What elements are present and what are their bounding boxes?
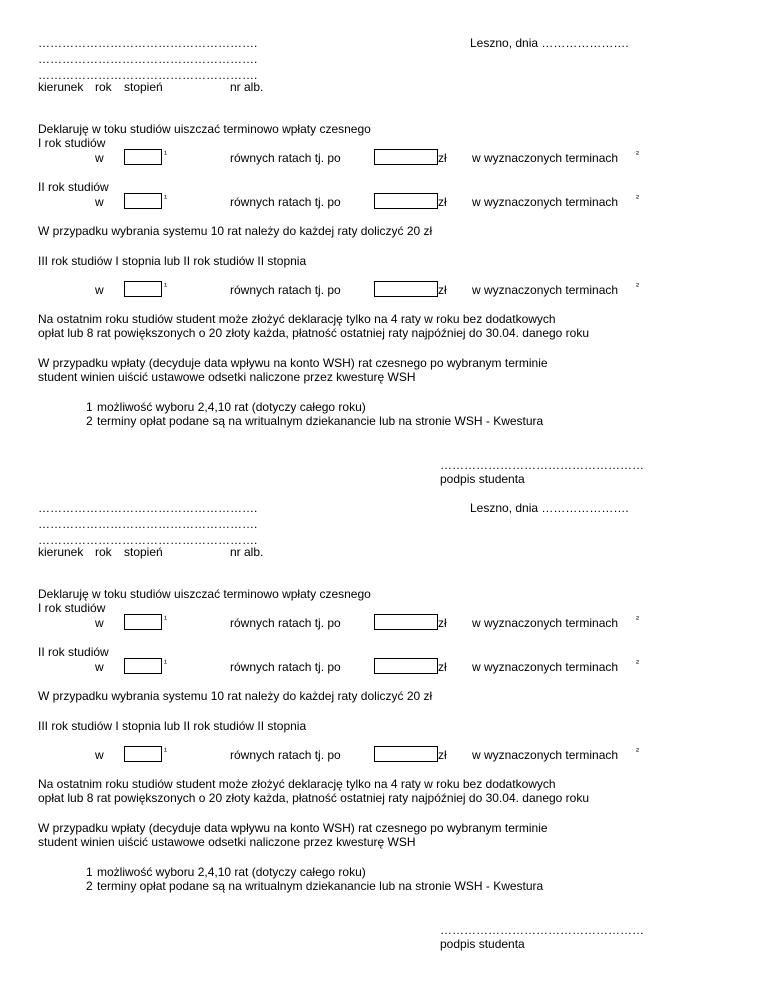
row-w-label: w — [95, 195, 104, 209]
installments-count-box[interactable] — [124, 281, 162, 297]
header-dots-line-1: ………………………………………………. — [38, 36, 258, 50]
city-date: Leszno, dnia …………………. — [470, 36, 629, 50]
row-ratach-label: równych ratach tj. po — [230, 195, 341, 209]
footnote-2-text: terminy opłat podane są na writualnym dziekanancie lub na stronie WSH - Kwestura — [97, 414, 544, 428]
row-heading-second-year: II rok studiów — [38, 645, 109, 659]
signature-label: podpis studenta — [440, 472, 525, 486]
footnote-1-text: możliwość wyboru 2,4,10 rat (dotyczy całego roku) — [97, 400, 366, 414]
header-dots-line-2: ………………………………………………. — [38, 517, 258, 531]
footnote-1-number: 1 — [86, 400, 93, 414]
row-currency-label: zł — [438, 748, 447, 762]
installments-count-box[interactable] — [124, 658, 162, 674]
footnote-2-text: terminy opłat podane są na writualnym dziekanancie lub na stronie WSH - Kwestura — [97, 879, 544, 893]
last-year-note-line-1: Na ostatnim roku studiów student może złożyć deklarację tylko na 4 raty w roku bez dodatkowych — [38, 777, 556, 791]
row-terminach-label: w wyznaczonych terminach — [472, 283, 619, 297]
row-currency-label: zł — [438, 616, 447, 630]
header-dots-line-1: ………………………………………………. — [38, 501, 258, 515]
footnote-2-marker: ² — [636, 193, 639, 203]
row-w-label: w — [95, 283, 104, 297]
installments-count-box[interactable] — [124, 193, 162, 209]
row-w-label: w — [95, 151, 104, 165]
row-ratach-label: równych ratach tj. po — [230, 616, 341, 630]
row-ratach-label: równych ratach tj. po — [230, 748, 341, 762]
row-terminach-label: w wyznaczonych terminach — [472, 195, 619, 209]
footnote-1-number: 1 — [86, 865, 93, 879]
installments-count-box[interactable] — [124, 149, 162, 165]
footnote-1-marker: ¹ — [164, 149, 167, 159]
signature-label: podpis studenta — [440, 937, 525, 951]
signature-dots: …………………………………………… — [440, 923, 644, 937]
footnote-1-marker: ¹ — [164, 658, 167, 668]
footnote-2-number: 2 — [86, 414, 93, 428]
label-stopien: stopień — [124, 545, 163, 559]
last-year-note-line-1: Na ostatnim roku studiów student może złożyć deklarację tylko na 4 raty w roku bez dodatkowych — [38, 312, 556, 326]
header-dots-line-3: ………………………………………………. — [38, 68, 258, 82]
row-w-label: w — [95, 748, 104, 762]
label-nr-alb: nr alb. — [230, 80, 264, 94]
late-payment-note-line-2: student winien uiścić ustawowe odsetki naliczone przez kwesturę WSH — [38, 835, 416, 849]
late-payment-note-line-1: W przypadku wpłaty (decyduje data wpływu na konto WSH) rat czesnego po wybranym terminie — [38, 821, 548, 835]
footnote-2-number: 2 — [86, 879, 93, 893]
footnote-1-text: możliwość wyboru 2,4,10 rat (dotyczy całego roku) — [97, 865, 366, 879]
installment-amount-box[interactable] — [374, 281, 438, 297]
header-dots-line-2: ………………………………………………. — [38, 52, 258, 66]
row-currency-label: zł — [438, 283, 447, 297]
row-ratach-label: równych ratach tj. po — [230, 660, 341, 674]
row-w-label: w — [95, 616, 104, 630]
row-heading-first-year: I rok studiów — [38, 601, 106, 615]
row-currency-label: zł — [438, 195, 447, 209]
header-dots-line-3: ………………………………………………. — [38, 533, 258, 547]
footnote-1-marker: ¹ — [164, 746, 167, 756]
last-year-note-line-2: opłat lub 8 rat powiększonych o 20 złoty każda, płatność ostatniej raty najpóźniej do 30.04. danego roku — [38, 791, 590, 805]
city-date: Leszno, dnia …………………. — [470, 501, 629, 515]
row-heading-first-year: I rok studiów — [38, 136, 106, 150]
third-year-heading: III rok studiów I stopnia lub II rok studiów II stopnia — [38, 719, 307, 733]
row-currency-label: zł — [438, 151, 447, 165]
label-stopien: stopień — [124, 80, 163, 94]
footnote-1-marker: ¹ — [164, 281, 167, 291]
declaration-form-2 — [0, 465, 768, 962]
footnote-2-marker: ² — [636, 149, 639, 159]
label-kierunek: kierunek — [38, 80, 84, 94]
installment-amount-box[interactable] — [374, 746, 438, 762]
late-payment-note-line-1: W przypadku wpłaty (decyduje data wpływu na konto WSH) rat czesnego po wybranym terminie — [38, 356, 548, 370]
note-10-installments: W przypadku wybrania systemu 10 rat należy do każdej raty doliczyć 20 zł — [38, 224, 433, 238]
row-terminach-label: w wyznaczonych terminach — [472, 660, 619, 674]
row-ratach-label: równych ratach tj. po — [230, 151, 341, 165]
installment-amount-box[interactable] — [374, 193, 438, 209]
row-currency-label: zł — [438, 660, 447, 674]
row-w-label: w — [95, 660, 104, 674]
row-terminach-label: w wyznaczonych terminach — [472, 748, 619, 762]
last-year-note-line-2: opłat lub 8 rat powiększonych o 20 złoty każda, płatność ostatniej raty najpóźniej do 30.04. danego roku — [38, 326, 590, 340]
signature-dots: …………………………………………… — [440, 458, 644, 472]
label-nr-alb: nr alb. — [230, 545, 264, 559]
late-payment-note-line-2: student winien uiścić ustawowe odsetki naliczone przez kwesturę WSH — [38, 370, 416, 384]
label-rok: rok — [95, 80, 112, 94]
installments-count-box[interactable] — [124, 614, 162, 630]
note-10-installments: W przypadku wybrania systemu 10 rat należy do każdej raty doliczyć 20 zł — [38, 689, 433, 703]
third-year-heading: III rok studiów I stopnia lub II rok studiów II stopnia — [38, 254, 307, 268]
row-ratach-label: równych ratach tj. po — [230, 283, 341, 297]
installment-amount-box[interactable] — [374, 658, 438, 674]
installment-amount-box[interactable] — [374, 614, 438, 630]
footnote-1-marker: ¹ — [164, 614, 167, 624]
declaration-text: Deklaruję w toku studiów uiszczać terminowo wpłaty czesnego — [38, 587, 371, 601]
installment-amount-box[interactable] — [374, 149, 438, 165]
row-terminach-label: w wyznaczonych terminach — [472, 151, 619, 165]
footnote-2-marker: ² — [636, 658, 639, 668]
installments-count-box[interactable] — [124, 746, 162, 762]
label-kierunek: kierunek — [38, 545, 84, 559]
footnote-1-marker: ¹ — [164, 193, 167, 203]
row-heading-second-year: II rok studiów — [38, 180, 109, 194]
label-rok: rok — [95, 545, 112, 559]
footnote-2-marker: ² — [636, 281, 639, 291]
footnote-2-marker: ² — [636, 614, 639, 624]
footnote-2-marker: ² — [636, 746, 639, 756]
declaration-text: Deklaruję w toku studiów uiszczać terminowo wpłaty czesnego — [38, 122, 371, 136]
row-terminach-label: w wyznaczonych terminach — [472, 616, 619, 630]
